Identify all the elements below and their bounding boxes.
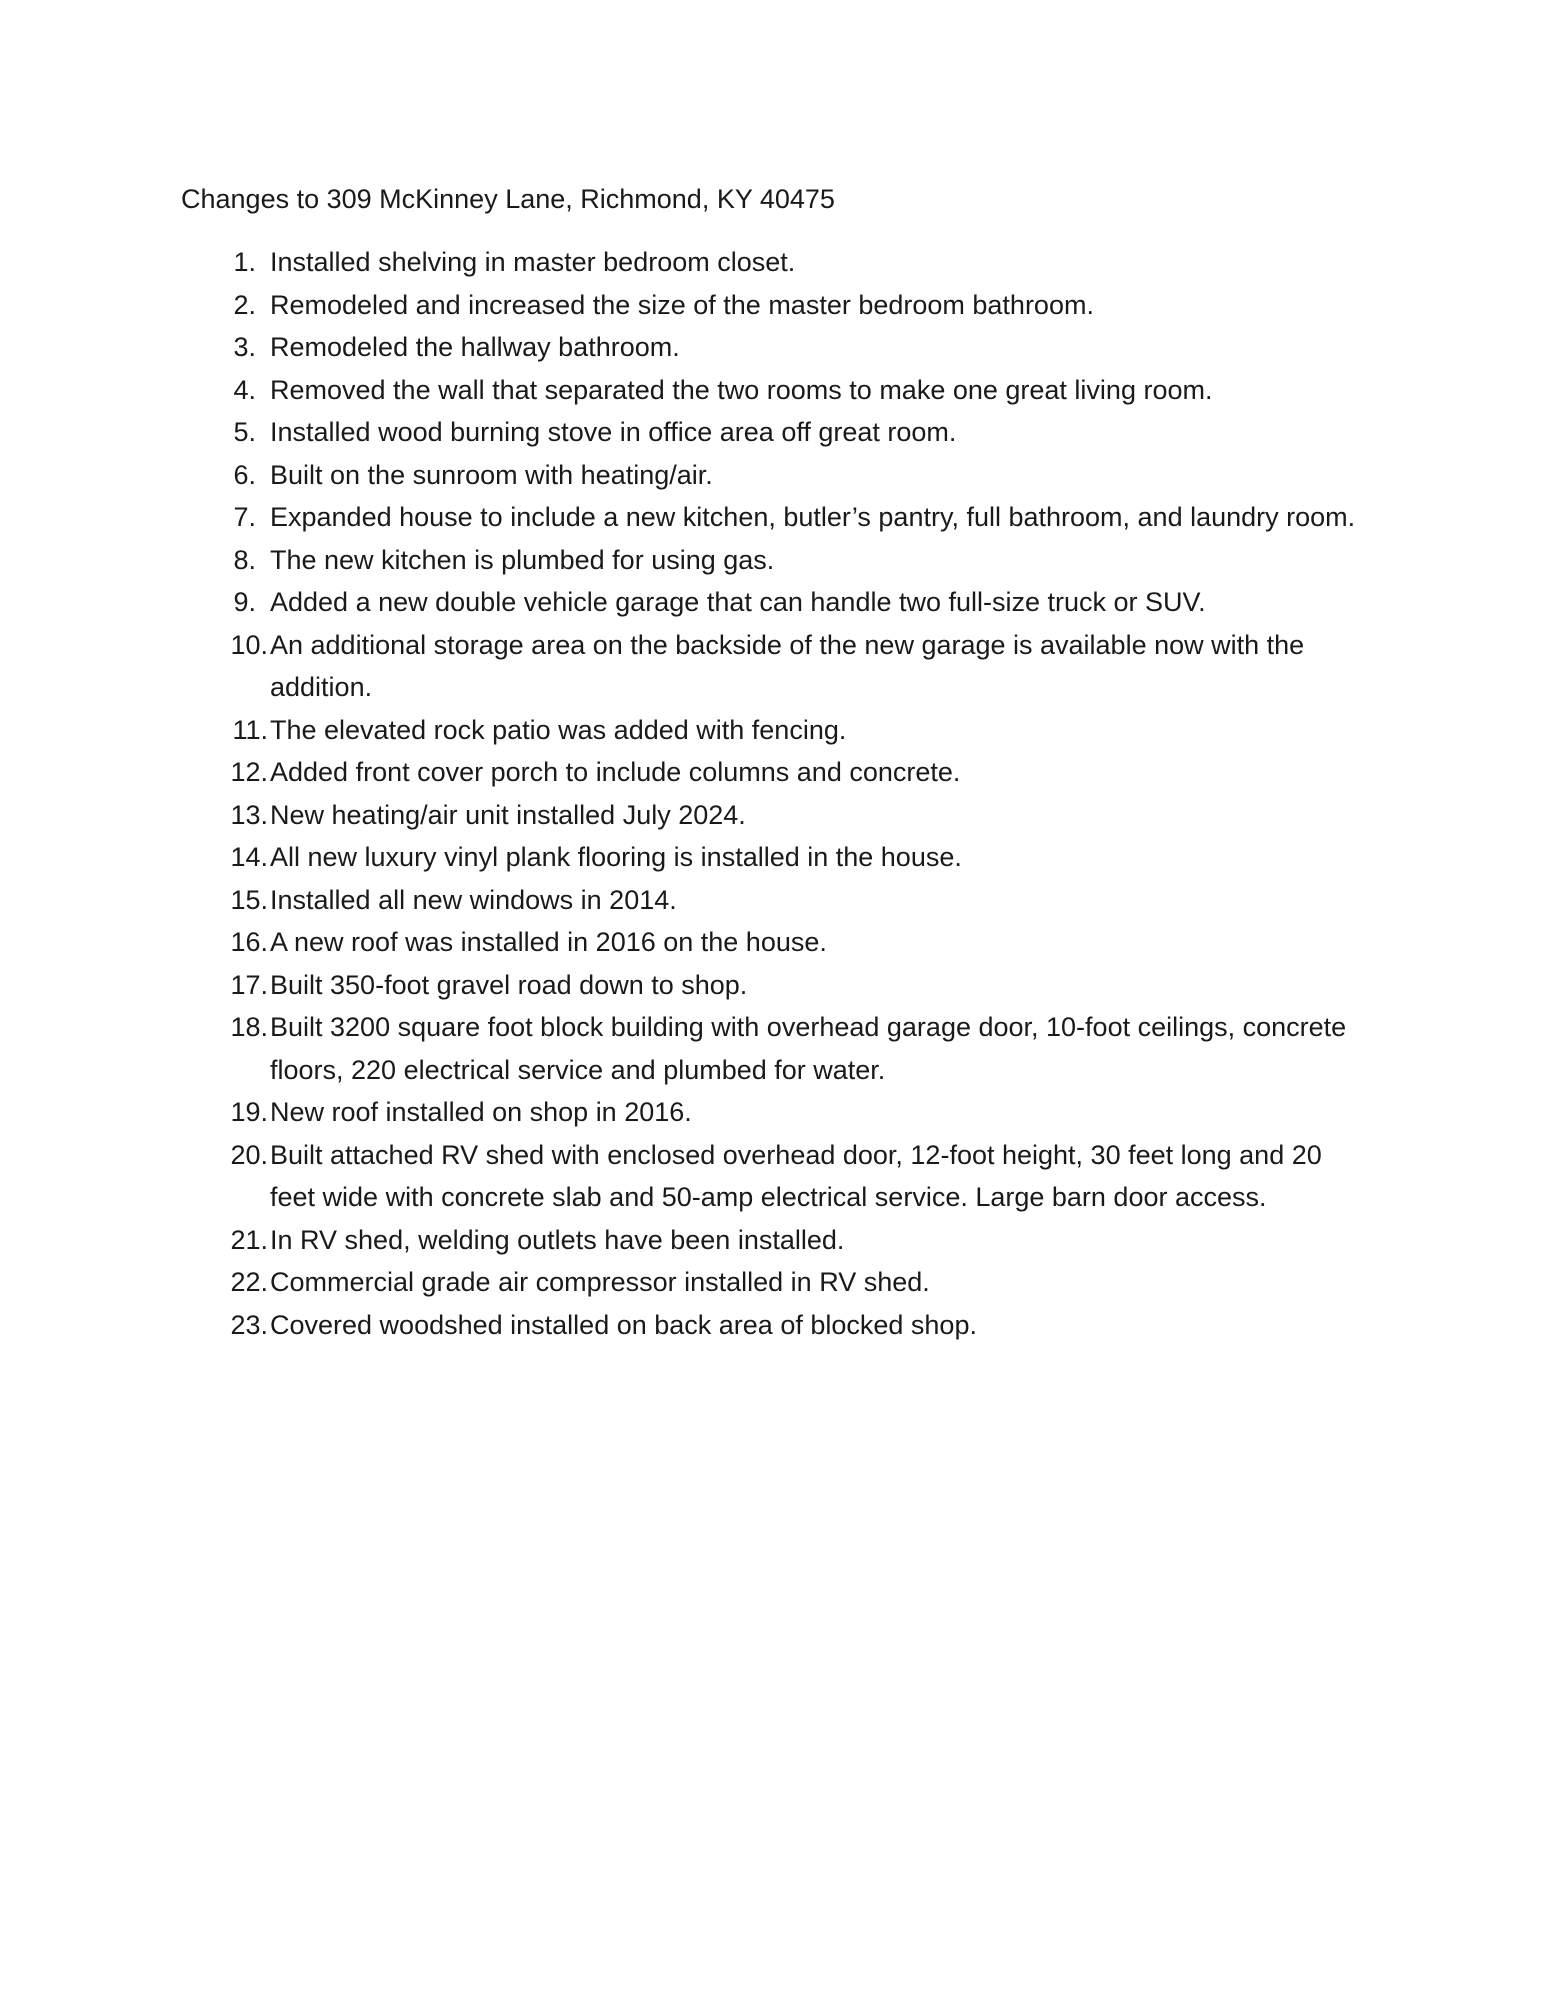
list-item [181,1219,1361,1262]
item-number: 9. [233,587,256,617]
list-item [181,709,1361,752]
item-number: 23. [230,1309,268,1340]
item-number: 20. [230,1139,268,1170]
list-item [181,1304,1361,1347]
list-item [181,411,1361,454]
list-item [181,921,1361,964]
item-number: 15. [230,884,268,915]
item-text: Commercial grade air compressor installed in RV shed. [270,1267,930,1297]
item-text: Remodeled and increased the size of the master bedroom bathroom. [270,289,1094,320]
changes-list [181,241,1361,1346]
item-text: All new luxury vinyl plank flooring is installed in the house. [270,842,962,872]
list-item [181,454,1361,497]
item-number: 8. [233,544,256,575]
item-number: 11. [232,714,268,745]
item-text: New roof installed on shop in 2016. [270,1097,692,1127]
list-item [181,581,1361,624]
list-item [181,1134,1361,1219]
list-item [181,326,1361,369]
item-text: Built 350-foot gravel road down to shop. [270,969,748,1000]
list-item [181,751,1361,794]
item-number: 13. [230,799,268,830]
item-number: 2. [233,289,256,320]
item-number: 18. [230,1012,268,1042]
item-text: In RV shed, welding outlets have been installed. [270,1224,845,1255]
item-number: 21. [230,1224,268,1255]
item-number: 16. [230,927,268,957]
item-number: 4. [233,374,256,405]
list-item [181,1006,1361,1091]
item-text: Installed shelving in master bedroom closet. [270,247,796,277]
list-item [181,1261,1361,1304]
document-title: Changes to 309 McKinney Lane, Richmond, KY 40475 [181,184,835,214]
list-item [181,836,1361,879]
item-text: A new roof was installed in 2016 on the house. [270,927,827,957]
list-item [181,624,1361,709]
list-item [181,964,1361,1007]
item-number: 6. [233,459,256,490]
item-number: 5. [233,417,256,447]
item-text: Installed all new windows in 2014. [270,884,677,915]
item-number: 10. [230,629,268,660]
item-text: The new kitchen is plumbed for using gas. [270,544,775,575]
item-text: Built on the sunroom with heating/air. [270,459,713,490]
item-number: 1. [233,247,256,277]
item-text: Installed wood burning stove in office area off great room. [270,417,957,447]
list-item [181,496,1361,539]
item-text: Added front cover porch to include columns and concrete. [270,757,961,787]
item-text: The elevated rock patio was added with fencing. [270,714,847,745]
item-text: Expanded house to include a new kitchen, butler’s pantry, full bathroom, and laundry room. [270,502,1356,532]
item-number: 12. [230,757,268,787]
list-item [181,1091,1361,1134]
item-number: 7. [233,502,256,532]
item-text: Built 3200 square foot block building with overhead garage door, 10-foot ceilings, concrete floors, 220 electrical service and plumbed for water. [270,1012,1347,1085]
item-text: Added a new double vehicle garage that can handle two full-size truck or SUV. [270,587,1206,617]
list-item [181,794,1361,837]
item-number: 19. [230,1097,268,1127]
item-text: An additional storage area on the backside of the new garage is available now with the addition. [270,629,1305,702]
item-number: 3. [233,332,256,362]
item-number: 14. [230,842,268,872]
item-text: New heating/air unit installed July 2024. [270,799,746,830]
list-item [181,241,1361,284]
item-text: Remodeled the hallway bathroom. [270,332,680,362]
list-item [181,284,1361,327]
list-item [181,369,1361,412]
list-item [181,879,1361,922]
item-number: 17. [230,969,268,1000]
item-number: 22. [230,1267,268,1297]
item-text: Removed the wall that separated the two rooms to make one great living room. [270,374,1213,405]
item-text: Covered woodshed installed on back area of blocked shop. [270,1309,977,1340]
list-item [181,539,1361,582]
item-text: Built attached RV shed with enclosed overhead door, 12-foot height, 30 feet long and 20 feet wide with concrete slab and 50-amp electrical service. Large barn door access. [270,1139,1322,1212]
